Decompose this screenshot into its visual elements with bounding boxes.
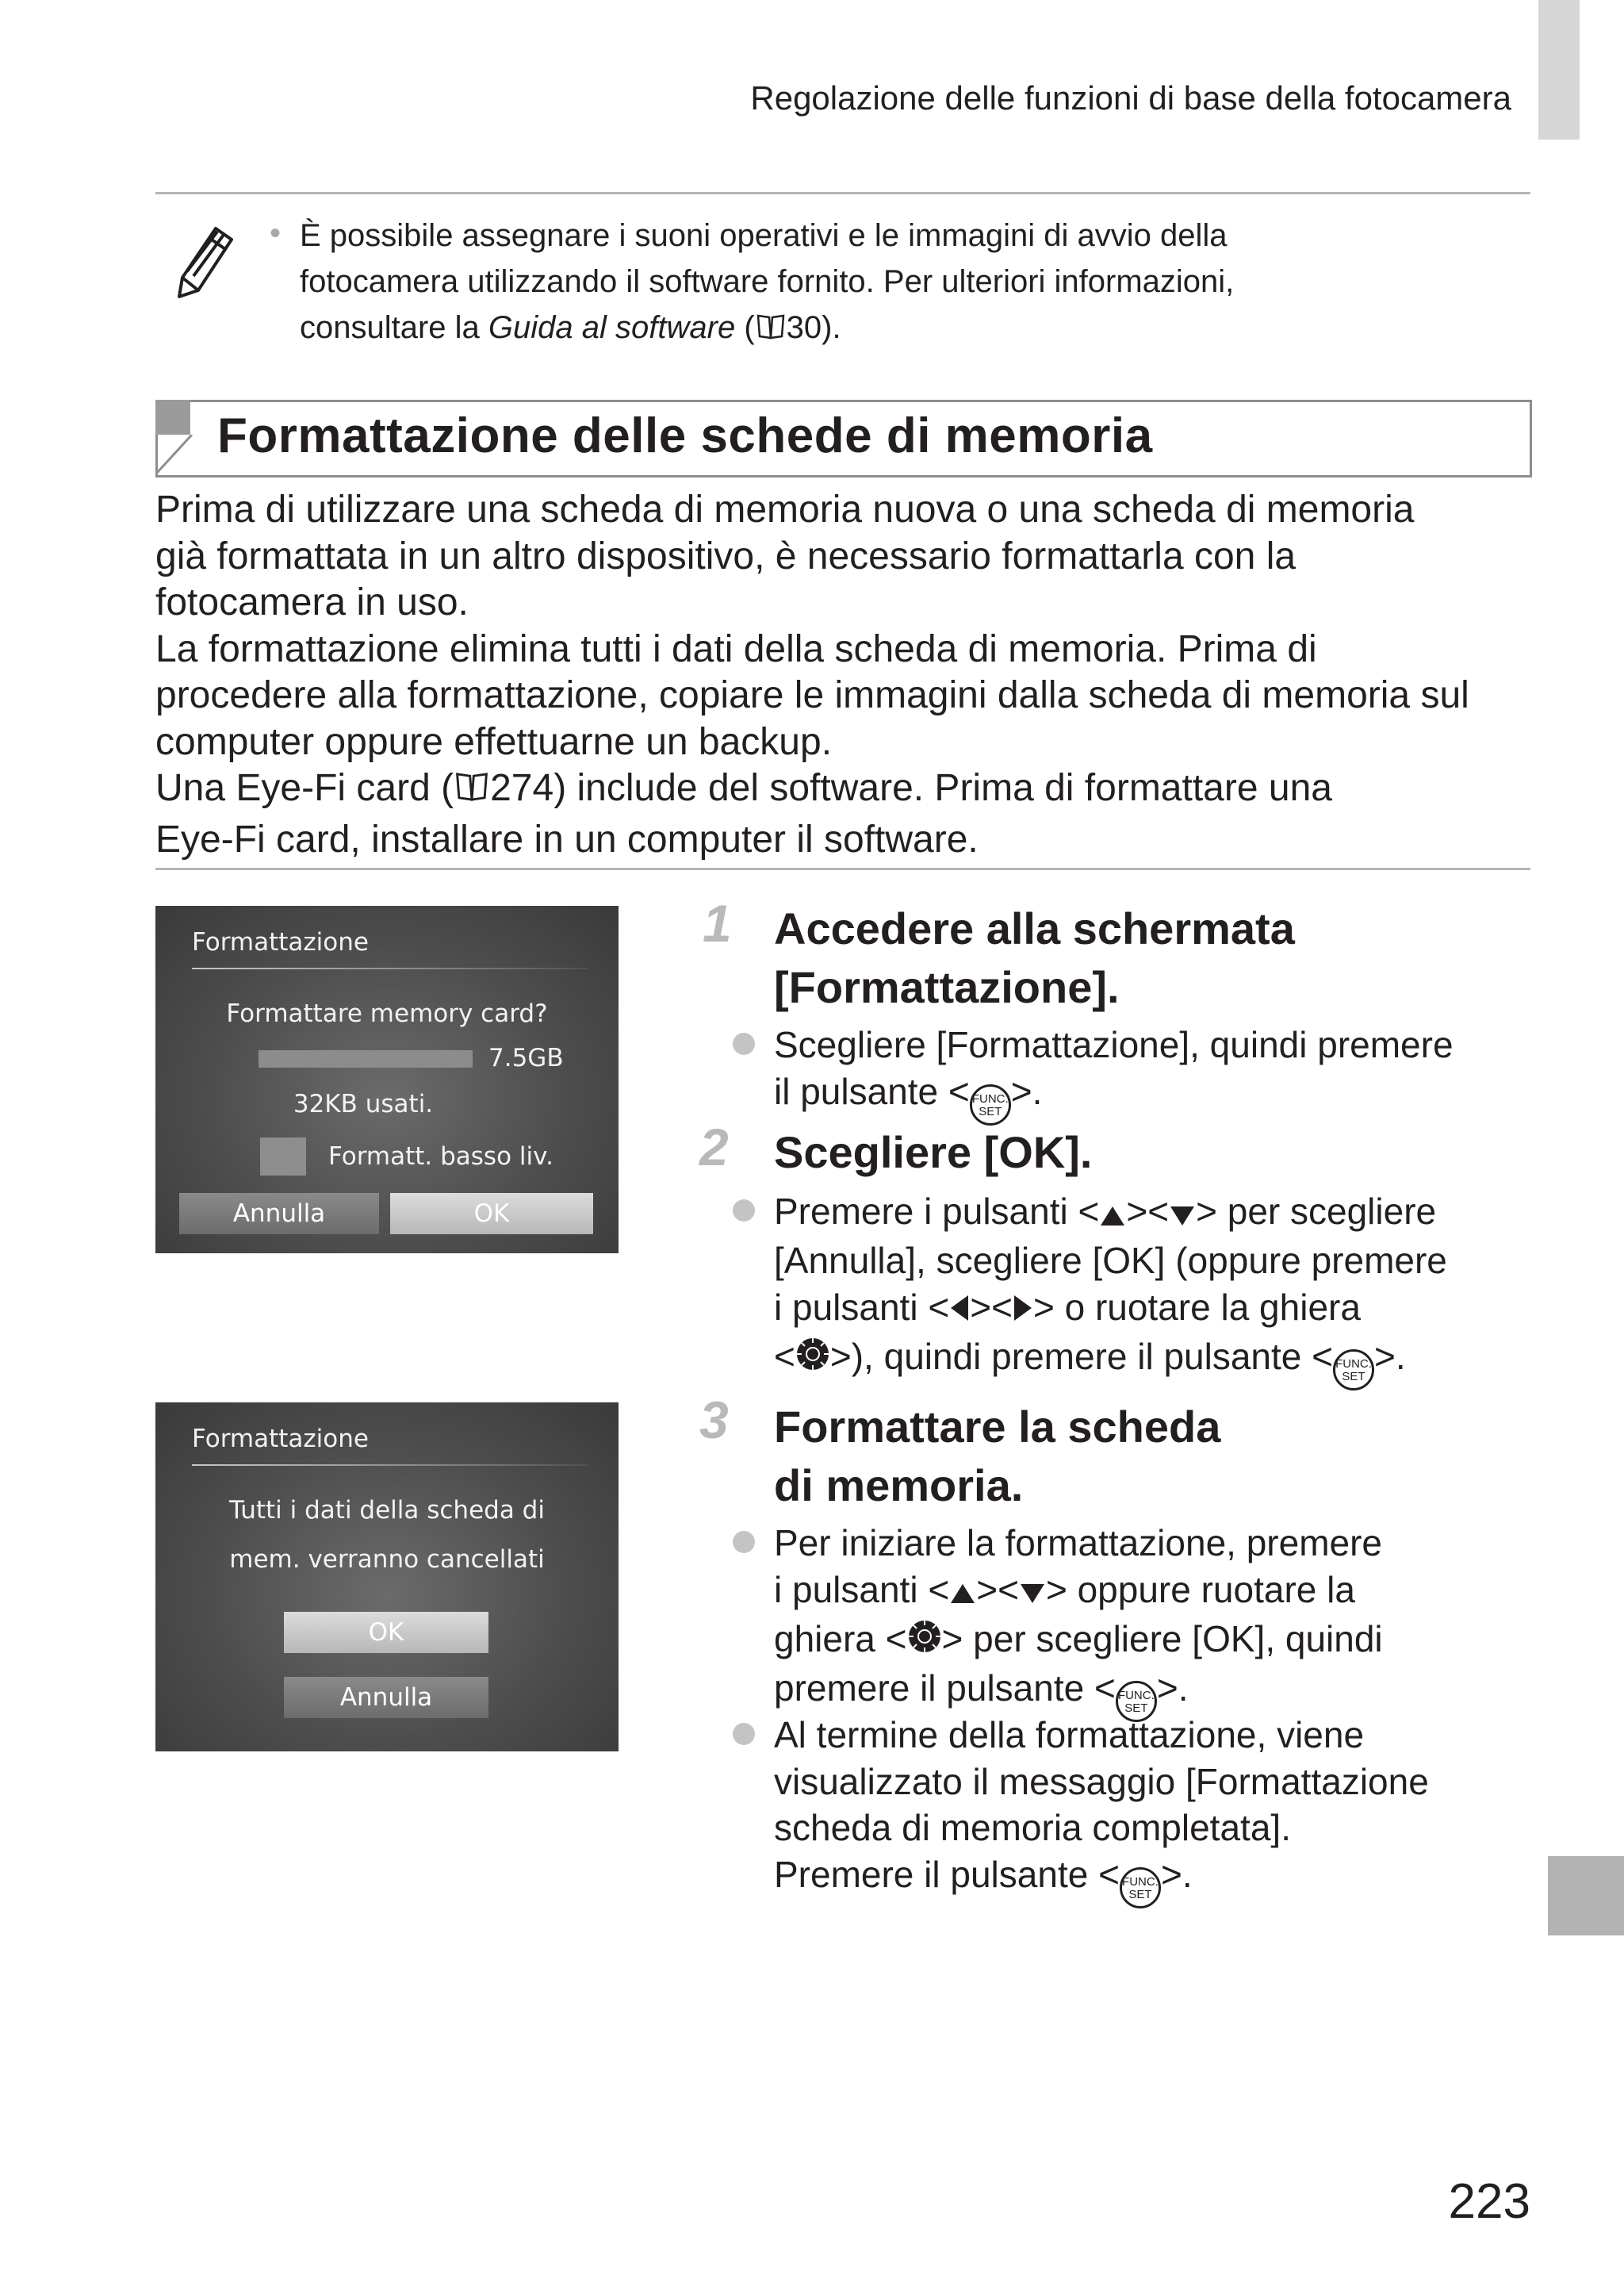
left-arrow-icon (949, 1287, 970, 1333)
step-number: 1 (703, 894, 732, 953)
step-instruction: Per iniziare la formattazione, premere i pulsanti < >< > oppure ruotare la ghiera < > per scegliere [OK], quindi premere il pulsante < FUNC. SET >. (774, 1520, 1535, 1722)
format-question: Formattare memory card? (226, 999, 548, 1028)
step-title: Scegliere [OK]. (774, 1127, 1093, 1177)
camera-screen-format-confirm (155, 1402, 619, 1751)
pencil-note-icon (170, 224, 236, 300)
book-ref-icon (755, 309, 787, 355)
low-level-label: Formatt. basso liv. (328, 1142, 553, 1171)
down-arrow-icon (1169, 1191, 1196, 1238)
capacity-bar (259, 1050, 473, 1068)
thumb-tab-side (1548, 1856, 1624, 1935)
note-line: fotocamera utilizzando il software fornito. Per ulteriori informazioni, (300, 264, 1235, 299)
ok-button[interactable]: OK (390, 1193, 593, 1234)
camera-screen-format-dialog (155, 906, 619, 1253)
control-dial-icon (907, 1618, 942, 1665)
thumb-tab-top (1538, 0, 1580, 140)
note-text (300, 213, 1473, 355)
step-number: 3 (699, 1390, 729, 1449)
capacity-label: 7.5GB (488, 1044, 564, 1072)
running-header: Regolazione delle funzioni di base della fotocamera (750, 79, 1511, 117)
step-bullet (733, 1033, 755, 1055)
note-bullet: • (270, 216, 282, 251)
step-instruction: Scegliere [Formattazione], quindi premere il pulsante < FUNC. SET >. (774, 1022, 1535, 1126)
screen-title-underline (192, 968, 588, 969)
step-instruction: Premere i pulsanti < >< > per scegliere [Annulla], scegliere [OK] (oppure premere i pulsanti < >< > o ruotare la ghiera < >), quindi premere il pulsante < FUNC. SET >. (774, 1188, 1535, 1390)
right-arrow-icon (1013, 1287, 1033, 1333)
section-marker (155, 400, 190, 435)
section-title: Formattazione delle schede di memoria (217, 409, 1153, 463)
ok-button[interactable]: OK (284, 1612, 488, 1653)
func-set-button-icon: FUNC. SET (1120, 1867, 1161, 1908)
up-arrow-icon (949, 1569, 976, 1616)
screen-title: Formattazione (192, 1425, 369, 1453)
book-ref-icon (454, 769, 490, 817)
func-set-button-icon: FUNC. SET (970, 1084, 1011, 1126)
screen-title: Formattazione (192, 928, 369, 957)
warning-line: Tutti i dati della scheda di (229, 1496, 545, 1525)
up-arrow-icon (1099, 1191, 1126, 1238)
intro-divider (155, 868, 1530, 870)
step-title: Accedere alla schermata [Formattazione]. (774, 903, 1295, 1012)
used-space: 32KB usati. (293, 1090, 434, 1118)
step-bullet (733, 1723, 755, 1745)
screen-title-underline (192, 1464, 588, 1466)
down-arrow-icon (1019, 1569, 1046, 1616)
control-dial-icon (795, 1336, 830, 1383)
cancel-button[interactable]: Annulla (284, 1677, 488, 1718)
section-corner-slash (155, 435, 203, 474)
low-level-checkbox[interactable] (260, 1137, 306, 1176)
intro-paragraph: Prima di utilizzare una scheda di memoria nuova o una scheda di memoria già formattata in un altro dispositivo, è necessario formattarla con la fotocamera in uso. La formattazione elimina tutti i dati della scheda di memoria. Prima di procedere alla formattazione, copiare le immagini dalla scheda di memoria sul computer oppure effettuarne un backup. Una Eye-Fi card ( 274) include del software. Prima di formattare una Eye-Fi card, installare in un computer il software. (155, 489, 1469, 861)
step-bullet (733, 1531, 755, 1553)
step-number: 2 (699, 1118, 729, 1176)
cancel-button[interactable]: Annulla (179, 1193, 379, 1234)
func-set-button-icon: FUNC. SET (1116, 1681, 1157, 1722)
software-guide-title: Guida al software (488, 310, 736, 345)
step-instruction: Al termine della formattazione, viene visualizzato il messaggio [Formattazione scheda di memoria completata]. Premere il pulsante < FUNC. SET >. (774, 1712, 1535, 1908)
warning-line: mem. verranno cancellati (229, 1545, 545, 1574)
page-number: 223 (1448, 2174, 1530, 2229)
note-line: consultare la Guida al software ( 30). (300, 305, 1473, 355)
header-divider (155, 192, 1530, 194)
step-title: Formattare la scheda di memoria. (774, 1402, 1221, 1510)
note-line: È possibile assegnare i suoni operativi e le immagini di avvio della (300, 218, 1228, 253)
step-bullet (733, 1199, 755, 1222)
func-set-button-icon: FUNC. SET (1333, 1349, 1374, 1390)
